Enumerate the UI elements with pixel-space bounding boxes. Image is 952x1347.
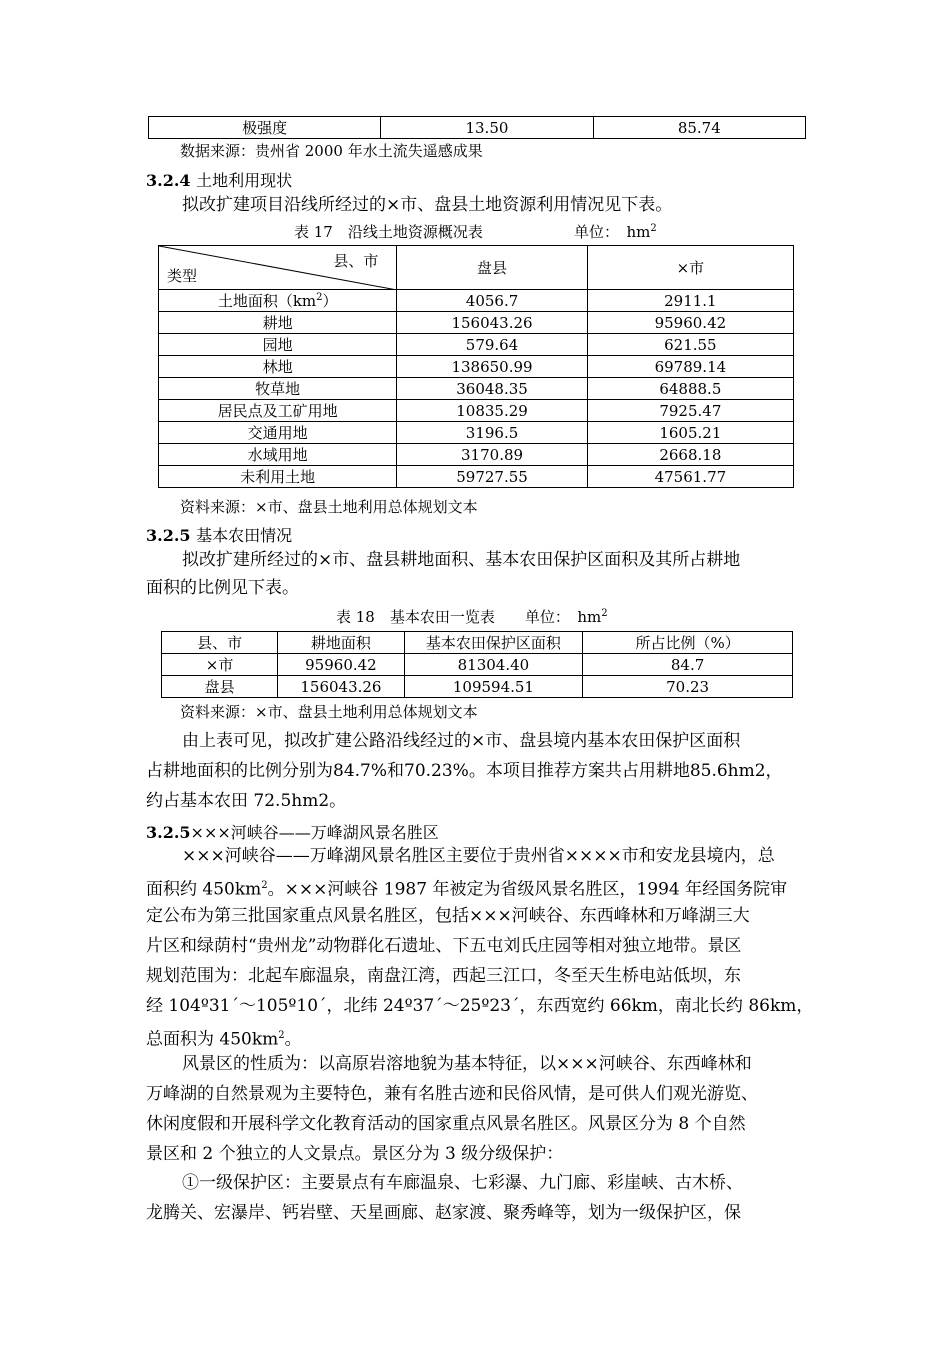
corner-top-label: 县、市	[333, 252, 379, 270]
section-heading-325a	[146, 523, 292, 546]
paragraph-line: 约占基本农田 72.5hm2。	[146, 791, 347, 811]
paragraph-line: 经 104º31´～105º10´，北纬 24º37´～25º23´，东西宽约 66km，南北长约 86km，	[146, 996, 814, 1016]
table-cell: 盘县	[162, 676, 278, 698]
section-title: 基本农田情况	[196, 526, 293, 545]
table-cell: 81304.40	[404, 654, 583, 676]
paragraph-line: 定公布为第三批国家重点风景名胜区，包括×××河峡谷、东西峰林和万峰湖三大	[146, 906, 750, 926]
paragraph-line: 规划范围为：北起车廊温泉，南盘江湾，西起三江口，冬至天生桥电站低坝，东	[146, 966, 741, 986]
table-row	[159, 466, 794, 488]
corner-header	[159, 246, 397, 290]
paragraph-line: 龙腾关、宏瀑岸、钙岩壁、天星画廊、赵家渡、聚秀峰等，划为一级保护区，保	[146, 1203, 741, 1223]
table-row	[159, 378, 794, 400]
table-cell: 70.23	[583, 676, 793, 698]
column-header: 县、市	[162, 632, 278, 654]
table-row	[159, 356, 794, 378]
corner-bottom-label: 类型	[167, 267, 198, 285]
table-cell: 1605.21	[587, 422, 793, 444]
table-cell: 579.64	[397, 334, 587, 356]
table-header-row	[159, 246, 794, 290]
paragraph-line: 面积约 $450km^2$。×××河峡谷 1987 年被定为省级风景名胜区，1994 年经国务院审	[146, 879, 788, 900]
table-row	[159, 290, 794, 312]
table-cell: 4056.7	[397, 290, 587, 312]
section-title: 土地利用现状	[196, 171, 293, 190]
table-cell: 95960.42	[278, 654, 404, 676]
paragraph-line: 风景区的性质为：以高原岩溶地貌为基本特征，以×××河峡谷、东西峰林和	[182, 1054, 752, 1074]
paragraph-line: 景区和 2 个独立的人文景点。景区分为 3 级分级保护：	[146, 1144, 564, 1164]
top-table-source: 数据来源：贵州省 2000 年水土流失遥感成果	[180, 142, 483, 160]
paragraph-line: 由上表可见，拟改扩建公路沿线经过的×市、盘县境内基本农田保护区面积	[182, 731, 741, 751]
section-heading-324	[146, 168, 292, 191]
table-row	[162, 676, 793, 698]
paragraph-line: 片区和绿荫村“贵州龙”动物群化石遗址、下五屯刘氏庄园等相对独立地带。景区	[146, 936, 742, 956]
table-cell: 36048.35	[397, 378, 587, 400]
table-cell: ×市	[162, 654, 278, 676]
paragraph-line: ×××河峡谷——万峰湖风景名胜区主要位于贵州省××××市和安龙县境内，总	[182, 846, 775, 866]
column-header: 盘县	[397, 246, 587, 290]
table-cell: 2911.1	[587, 290, 793, 312]
section-number: 3.2.4	[146, 171, 191, 190]
table-cell: 84.7	[583, 654, 793, 676]
row-label: 耕地	[159, 312, 397, 334]
section-heading-325b	[146, 820, 439, 843]
table17-source: 资料来源：×市、盘县土地利用总体规划文本	[180, 498, 478, 516]
section-number: 3.2.5	[146, 526, 191, 545]
section-number: 3.2.5	[146, 823, 191, 842]
table-cell: 10835.29	[397, 400, 587, 422]
table-cell: 13.50	[381, 117, 593, 139]
table17	[158, 245, 794, 488]
row-label: 未利用土地	[159, 466, 397, 488]
row-label: 交通用地	[159, 422, 397, 444]
section-intro: 拟改扩建项目沿线所经过的×市、盘县土地资源利用情况见下表。	[182, 195, 673, 215]
table18	[161, 631, 793, 698]
table-cell: 3196.5	[397, 422, 587, 444]
table17-unit: 单位： $hm^2$	[574, 223, 657, 241]
table-row	[159, 422, 794, 444]
table-cell: 109594.51	[404, 676, 583, 698]
table-row	[149, 117, 806, 139]
table-row	[159, 400, 794, 422]
table-row	[159, 444, 794, 466]
paragraph-line: 拟改扩建所经过的×市、盘县耕地面积、基本农田保护区面积及其所占耕地	[182, 550, 741, 570]
table-cell: 85.74	[593, 117, 805, 139]
paragraph-line: 面积的比例见下表。	[146, 578, 299, 598]
table-cell: 3170.89	[397, 444, 587, 466]
paragraph-line: 休闲度假和开展科学文化教育活动的国家重点风景名胜区。风景区分为 8 个自然	[146, 1114, 746, 1134]
row-label: 土地面积$(km^2)$	[159, 290, 397, 312]
paragraph-line: 万峰湖的自然景观为主要特色，兼有名胜古迹和民俗风情，是可供人们观光游览、	[146, 1084, 758, 1104]
paragraph-line: 总面积为 $450km^2$。	[146, 1029, 302, 1050]
row-label: 居民点及工矿用地	[159, 400, 397, 422]
top-table	[148, 116, 806, 139]
table-cell: 7925.47	[587, 400, 793, 422]
column-header: 耕地面积	[278, 632, 404, 654]
row-label: 林地	[159, 356, 397, 378]
table-row	[162, 654, 793, 676]
table-cell: 95960.42	[587, 312, 793, 334]
table-cell: 极强度	[149, 117, 381, 139]
paragraph-line: 占耕地面积的比例分别为84.7%和70.23%。本项目推荐方案共占用耕地85.6hm2，	[146, 761, 783, 781]
table-header-row	[162, 632, 793, 654]
paragraph-line: ①一级保护区：主要景点有车廊温泉、七彩瀑、九门廊、彩崖峡、古木桥、	[182, 1173, 743, 1193]
row-label: 牧草地	[159, 378, 397, 400]
table18-caption: 表 18 基本农田一览表 单位： $hm^2$	[336, 608, 608, 626]
table-row	[159, 334, 794, 356]
table-cell: 621.55	[587, 334, 793, 356]
row-label: 水域用地	[159, 444, 397, 466]
table-cell: 69789.14	[587, 356, 793, 378]
row-label: 园地	[159, 334, 397, 356]
table-cell: 156043.26	[278, 676, 404, 698]
table-cell: 156043.26	[397, 312, 587, 334]
table-cell: 2668.18	[587, 444, 793, 466]
table-cell: 59727.55	[397, 466, 587, 488]
column-header: ×市	[587, 246, 793, 290]
table17-caption: 表 17 沿线土地资源概况表	[294, 223, 483, 241]
column-header: 基本农田保护区面积	[404, 632, 583, 654]
column-header: 所占比例（%）	[583, 632, 793, 654]
table18-source: 资料来源：×市、盘县土地利用总体规划文本	[180, 703, 478, 721]
section-title: ×××河峡谷——万峰湖风景名胜区	[190, 823, 439, 842]
table-cell: 47561.77	[587, 466, 793, 488]
table-row	[159, 312, 794, 334]
table-cell: 64888.5	[587, 378, 793, 400]
table-cell: 138650.99	[397, 356, 587, 378]
